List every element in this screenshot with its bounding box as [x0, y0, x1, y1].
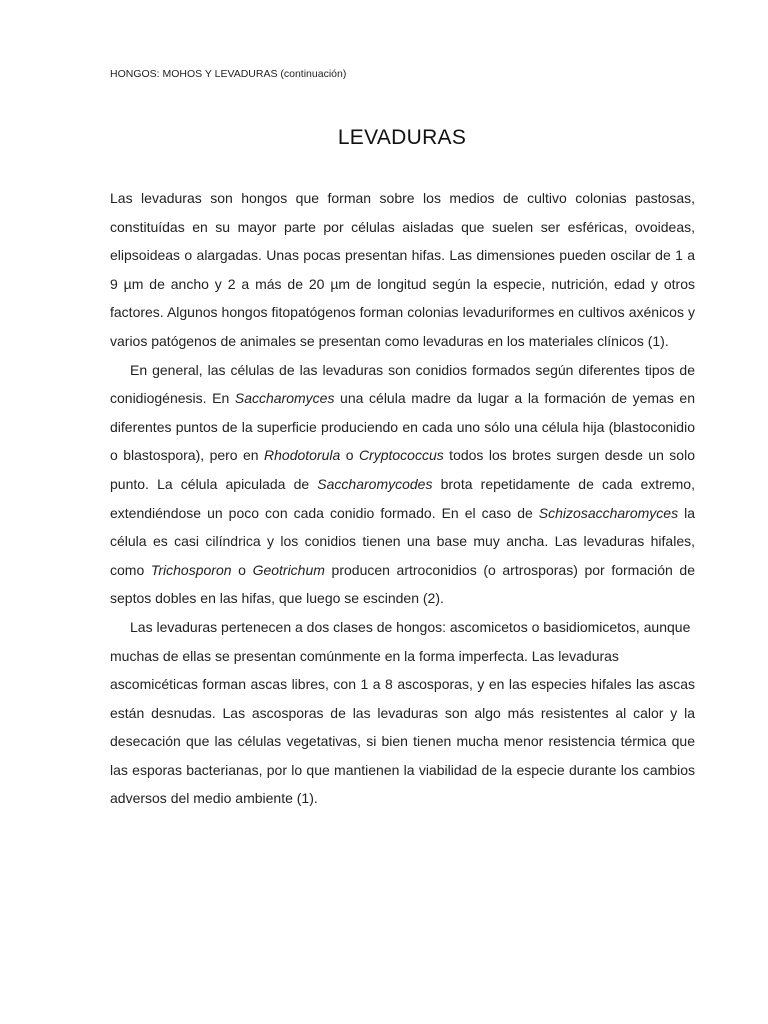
species-name: Geotrichum: [252, 561, 325, 578]
text-run: En general, las células de las levaduras son conidios formados según diferentes tipos de conidiogénesis. En: [110, 361, 695, 407]
species-name: Schizosaccharomyces: [538, 504, 679, 521]
paragraph-3: Las levaduras pertenecen a dos clases de hongos: ascomicetos o basidiomicetos, aunque muchas de ellas se presentan comúnmente en la forma imperfecta. Las levaduras: [110, 618, 691, 664]
text-run: brota repetidamente de cada extremo, extendiéndose un poco con cada conidio formado. En el caso de: [110, 475, 695, 521]
text-run: producen artroconidios (o artrosporas) por formación de septos dobles en las hifas, que luego se escinden (2).: [110, 561, 695, 607]
species-name: Saccharomycodes: [317, 475, 433, 492]
paragraph-4: ascomicéticas forman ascas libres, con 1 a 8 ascosporas, y en las especies hifales las ascas están desnudas. Las ascosporas de las levaduras son algo más resistentes al calor y la desecación que las células vegetativas, si bien tienen mucha menor resistencia térmica que las esporas bacterianas, por lo que mantienen la viabilidad de la especie durante los cambios adversos del medio ambiente (1).: [110, 676, 695, 807]
running-header: HONGOS: MOHOS Y LEVADURAS (continuación): [110, 68, 347, 80]
species-name: Trichosporon: [150, 561, 232, 578]
text-run: una célula madre da lugar a la formación de yemas en diferentes puntos de la superficie produciendo en cada uno sólo una célula hija (blastoconidio o blastospora), pero en: [110, 390, 695, 464]
text-run: o: [231, 561, 253, 578]
species-name: Rhodotorula: [264, 447, 341, 464]
text-run: la célula es casi cilíndrica y los conidios tienen una base muy ancha. Las levaduras hifales, como: [110, 504, 695, 578]
species-name: Saccharomyces: [234, 390, 335, 407]
document-body: [110, 184, 695, 813]
species-name: Cryptococcus: [358, 447, 444, 464]
paragraph-2: [110, 356, 695, 613]
paragraph-1: Las levaduras son hongos que forman sobre los medios de cultivo colonias pastosas, constituídas en su mayor parte por células aisladas que suelen ser esféricas, ovoideas, elipsoideas o alargadas. Unas pocas presentan hifas. Las dimensiones pueden oscilar de 1 a 9 µm de ancho y 2 a más de 20 µm de longitud según la especie, nutrición, edad y otros factores. Algunos hongos fitopatógenos forman colonias levaduriformes en cultivos axénicos y varios patógenos de animales se presentan como levaduras en los materiales clínicos (1).: [110, 190, 695, 349]
page-title: LEVADURAS: [337, 126, 467, 149]
text-run: todos los brotes surgen desde un solo punto. La célula apiculada de: [110, 447, 695, 492]
text-run: o: [340, 447, 359, 464]
